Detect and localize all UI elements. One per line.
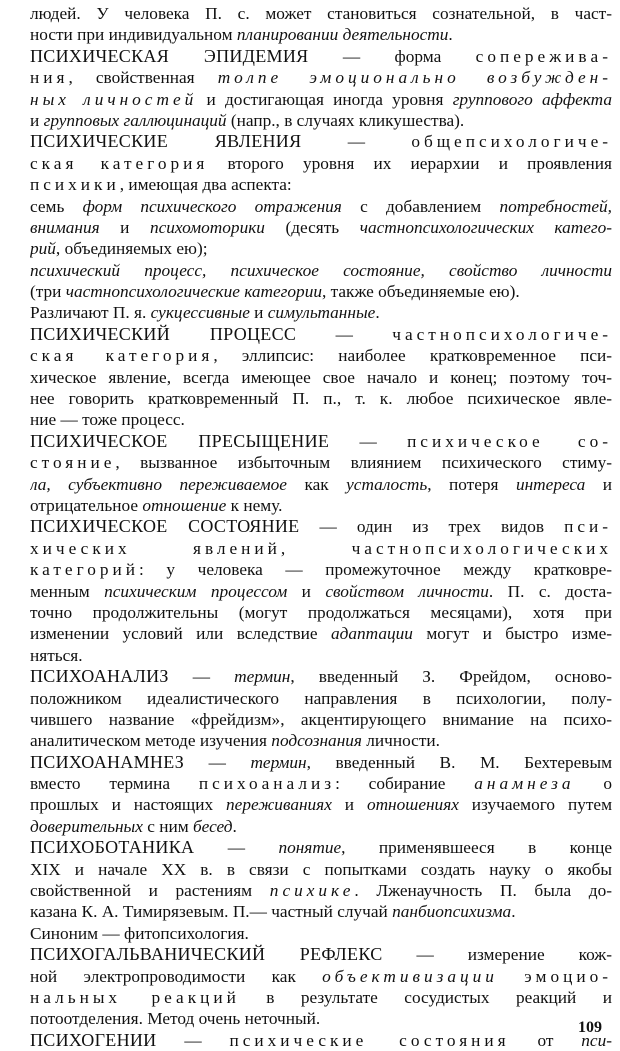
page-number: 109 — [578, 1019, 602, 1036]
text-line: и групповых галлюцинаций (напр., в случаях кликушества). — [30, 110, 465, 130]
text-line: доверительных с ним бесед. — [30, 816, 237, 836]
text-line: (три частнопсихологические категории, также объединяемые ею). — [30, 282, 520, 302]
text-line: ПСИХИЧЕСКИЕ ЯВЛЕНИЯ — общепсихологиче- — [30, 131, 612, 152]
text-line: аналитическом методе изучения подсознания личности. — [30, 731, 440, 751]
text-line: внимания и психомоторики (десять частнопсихологических катего- — [30, 217, 612, 237]
text-line: стояние, вызванное избыточным влиянием психического стиму- — [30, 453, 612, 473]
text-line: ПСИХИЧЕСКИЙ ПРОЦЕСС — частнопсихологиче- — [30, 323, 612, 344]
text-line: людей. У человека П. с. может становиться сознательной, в част- — [30, 4, 612, 23]
text-line: ной электропроводимости как объективизации эмоцио- — [30, 966, 612, 986]
text-line: прошлых и настоящих переживаниях и отношениях изучаемого путем — [30, 795, 612, 815]
text-line: няться. — [30, 645, 83, 665]
text-line: казана К. А. Тимирязевым. П.— частный случай панбиопсихизма. — [30, 902, 516, 922]
text-line: ности при индивидуальном планировании деятельности. — [30, 25, 453, 45]
text-line: ла, субъективно переживаемое как усталость, потеря интереса и — [30, 474, 612, 494]
text-line: ПСИХОАНАМНЕЗ — термин, введенный В. М. Бехтеревым — [30, 751, 612, 772]
text-line: ская категория, эллипсис: наиболее кратковременное пси- — [30, 346, 612, 366]
text-line: ПСИХИЧЕСКАЯ ЭПИДЕМИЯ — форма сопереживa- — [30, 45, 612, 66]
text-line: изменении условий или вследствие адаптации могут и быстро изме- — [30, 624, 612, 644]
text-line: ская категория второго уровня их иерархии и проявления — [30, 153, 612, 173]
text-line: ПСИХОАНАЛИЗ — термин, введенный З. Фрейдом, осново- — [30, 666, 612, 687]
text-line: отрицательное отношение к нему. — [30, 495, 283, 515]
text-line: ПСИХИЧЕСКОЕ СОСТОЯНИЕ — один из трех видов пси- — [30, 516, 612, 537]
text-line: точно продолжительны (могут продолжаться месяцами), хотя при — [30, 602, 612, 622]
text-line: психический процесс, психическое состояние, свойство личности — [30, 260, 612, 280]
text-line: ПСИХОГАЛЬВАНИЧЕСКИЙ РЕФЛЕКС — измерение кож- — [30, 944, 612, 965]
text-line: Различают П. я. сукцессивные и симультанные. — [30, 303, 380, 323]
text-line: рий, объединяемых ею); — [30, 239, 208, 259]
text-line: ПСИХОБОТАНИКА — понятие, применявшееся в конце — [30, 837, 612, 858]
text-line: нее говорить кратковременный П. п., т. к. любое психическое явле- — [30, 389, 612, 409]
text-line: свойственной и растениям психике. Лженаучность П. была до- — [30, 881, 612, 901]
text-line: семь форм психического отражения с добавлением потребностей, — [30, 196, 612, 216]
text-line: ных личностей и достигающая иногда уровня группового аффекта — [30, 89, 612, 109]
text-line: ПСИХОГЕНИИ — психические состояния от пси- — [30, 1029, 612, 1050]
text-line: хическое явление, всегда имеющее свое начало и конец; поэтому точ- — [30, 367, 612, 387]
text-line: нальных реакций в результате сосудистых реакций и — [30, 987, 612, 1007]
text-line: ния, свойственная толпе эмоционально возбужден- — [30, 68, 612, 88]
text-line: вместо термина психоанализ: собирание анамнеза о — [30, 774, 612, 794]
text-line: психики, имеющая два аспекта: — [30, 175, 292, 195]
text-line: ПСИХИЧЕСКОЕ ПРЕСЫЩЕНИЕ — психическое со- — [30, 430, 612, 451]
text-line: Синоним — фитопсихология. — [30, 923, 249, 943]
text-line: хических явлений, частнопсихологических — [30, 538, 612, 558]
text-line: менным психическим процессом и свойством личности. П. с. доста- — [30, 581, 612, 601]
text-line: чившего название «фрейдизм», акцентирующего внимание на психо- — [30, 709, 612, 729]
page-text-body — [30, 3, 612, 1051]
text-line: XIX и начале XX в. в связи с попытками создать науку о якобы — [30, 859, 612, 879]
text-line: потоотделения. Метод очень неточный. — [30, 1009, 321, 1029]
text-line: категорий: у человека — промежуточное между кратковре- — [30, 560, 612, 580]
text-line: положником идеалистического направления в психологии, полу- — [30, 688, 612, 708]
text-line: ние — тоже процесс. — [30, 410, 185, 430]
